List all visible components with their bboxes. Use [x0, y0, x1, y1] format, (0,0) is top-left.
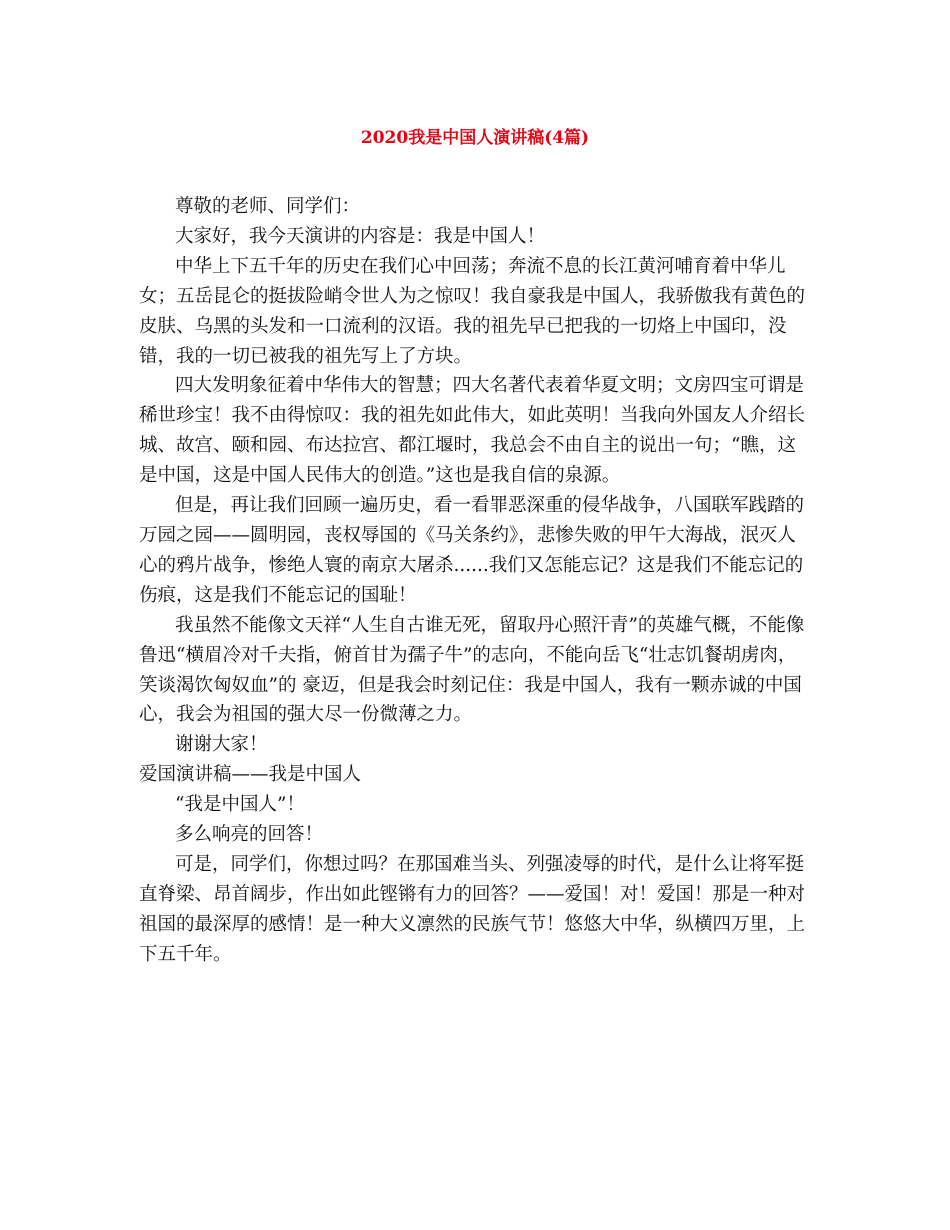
document-body: [139, 192, 811, 970]
paragraph-answer: 多么响亮的回答！: [175, 824, 324, 846]
paragraph-history: 中华上下五千年的历史在我们心中回荡；奔流不息的长江黄河哺育着中华儿女；五岳昆仑的挺拔险峭令世人为之惊叹！我自豪我是中国人，我骄傲我有黄色的皮肤、乌黑的头发和一口流利的汉语。我的祖先早已把我的一切烙上中国印，没错，我的一切已被我的祖先写上了方块。: [139, 255, 806, 367]
paragraph-quote: “我是中国人”！: [175, 794, 305, 816]
paragraph-thanks: 谢谢大家！: [175, 734, 268, 756]
paragraph-patriotism: 可是，同学们，你想过吗？在那国难当头、列强凌辱的时代，是什么让将军挺直脊梁、昂首阔步，作出如此铿锵有力的回答？——爱国！对！爱国！那是一种对祖国的最深厚的感情！是一种大义凛然的民族气节！悠悠大中华，纵横四万里，上下五千年。: [139, 853, 806, 965]
paragraph-inventions: 四大发明象征着中华伟大的智慧；四大名著代表着华夏文明；文房四宝可谓是稀世珍宝！我不由得惊叹：我的祖先如此伟大，如此英明！当我向外国友人介绍长城、故宫、颐和园、布达拉宫、都江堰时，我总会不由自主的说出一句；“瞧，这是中国，这是中国人民伟大的创造。”这也是我自信的泉源。: [139, 375, 806, 487]
section-heading: 爱国演讲稿——我是中国人: [139, 764, 362, 786]
paragraph-humiliation: 但是，再让我们回顾一遍历史，看一看罪恶深重的侵华战争，八国联军践踏的万园之园——圆明园，丧权辱国的《马关条约》，悲惨失败的甲午大海战，泯灭人心的鸦片战争，惨绝人寰的南京大屠杀......我们又怎能忘记？这是我们不能忘记的伤痕，这是我们不能忘记的国耻！: [139, 495, 805, 606]
document-title: 2020我是中国人演讲稿(4篇): [360, 128, 590, 148]
paragraph-heroes: 我虽然不能像文天祥“人生自古谁无死，留取丹心照汗青”的英雄气概，不能像鲁迅“横眉冷对千夫指，俯首甘为孺子牛”的志向，不能向岳飞“壮志饥餐胡虏肉，笑谈渴饮匈奴血”的 豪迈，但是我会时刻记住：我是中国人，我有一颗赤诚的中国心，我会为祖国的强大尽一份微薄之力。: [139, 614, 805, 726]
paragraph-greeting: 尊敬的老师、同学们：: [175, 196, 361, 217]
paragraph-intro: 大家好，我今天演讲的内容是：我是中国人！: [175, 225, 546, 247]
